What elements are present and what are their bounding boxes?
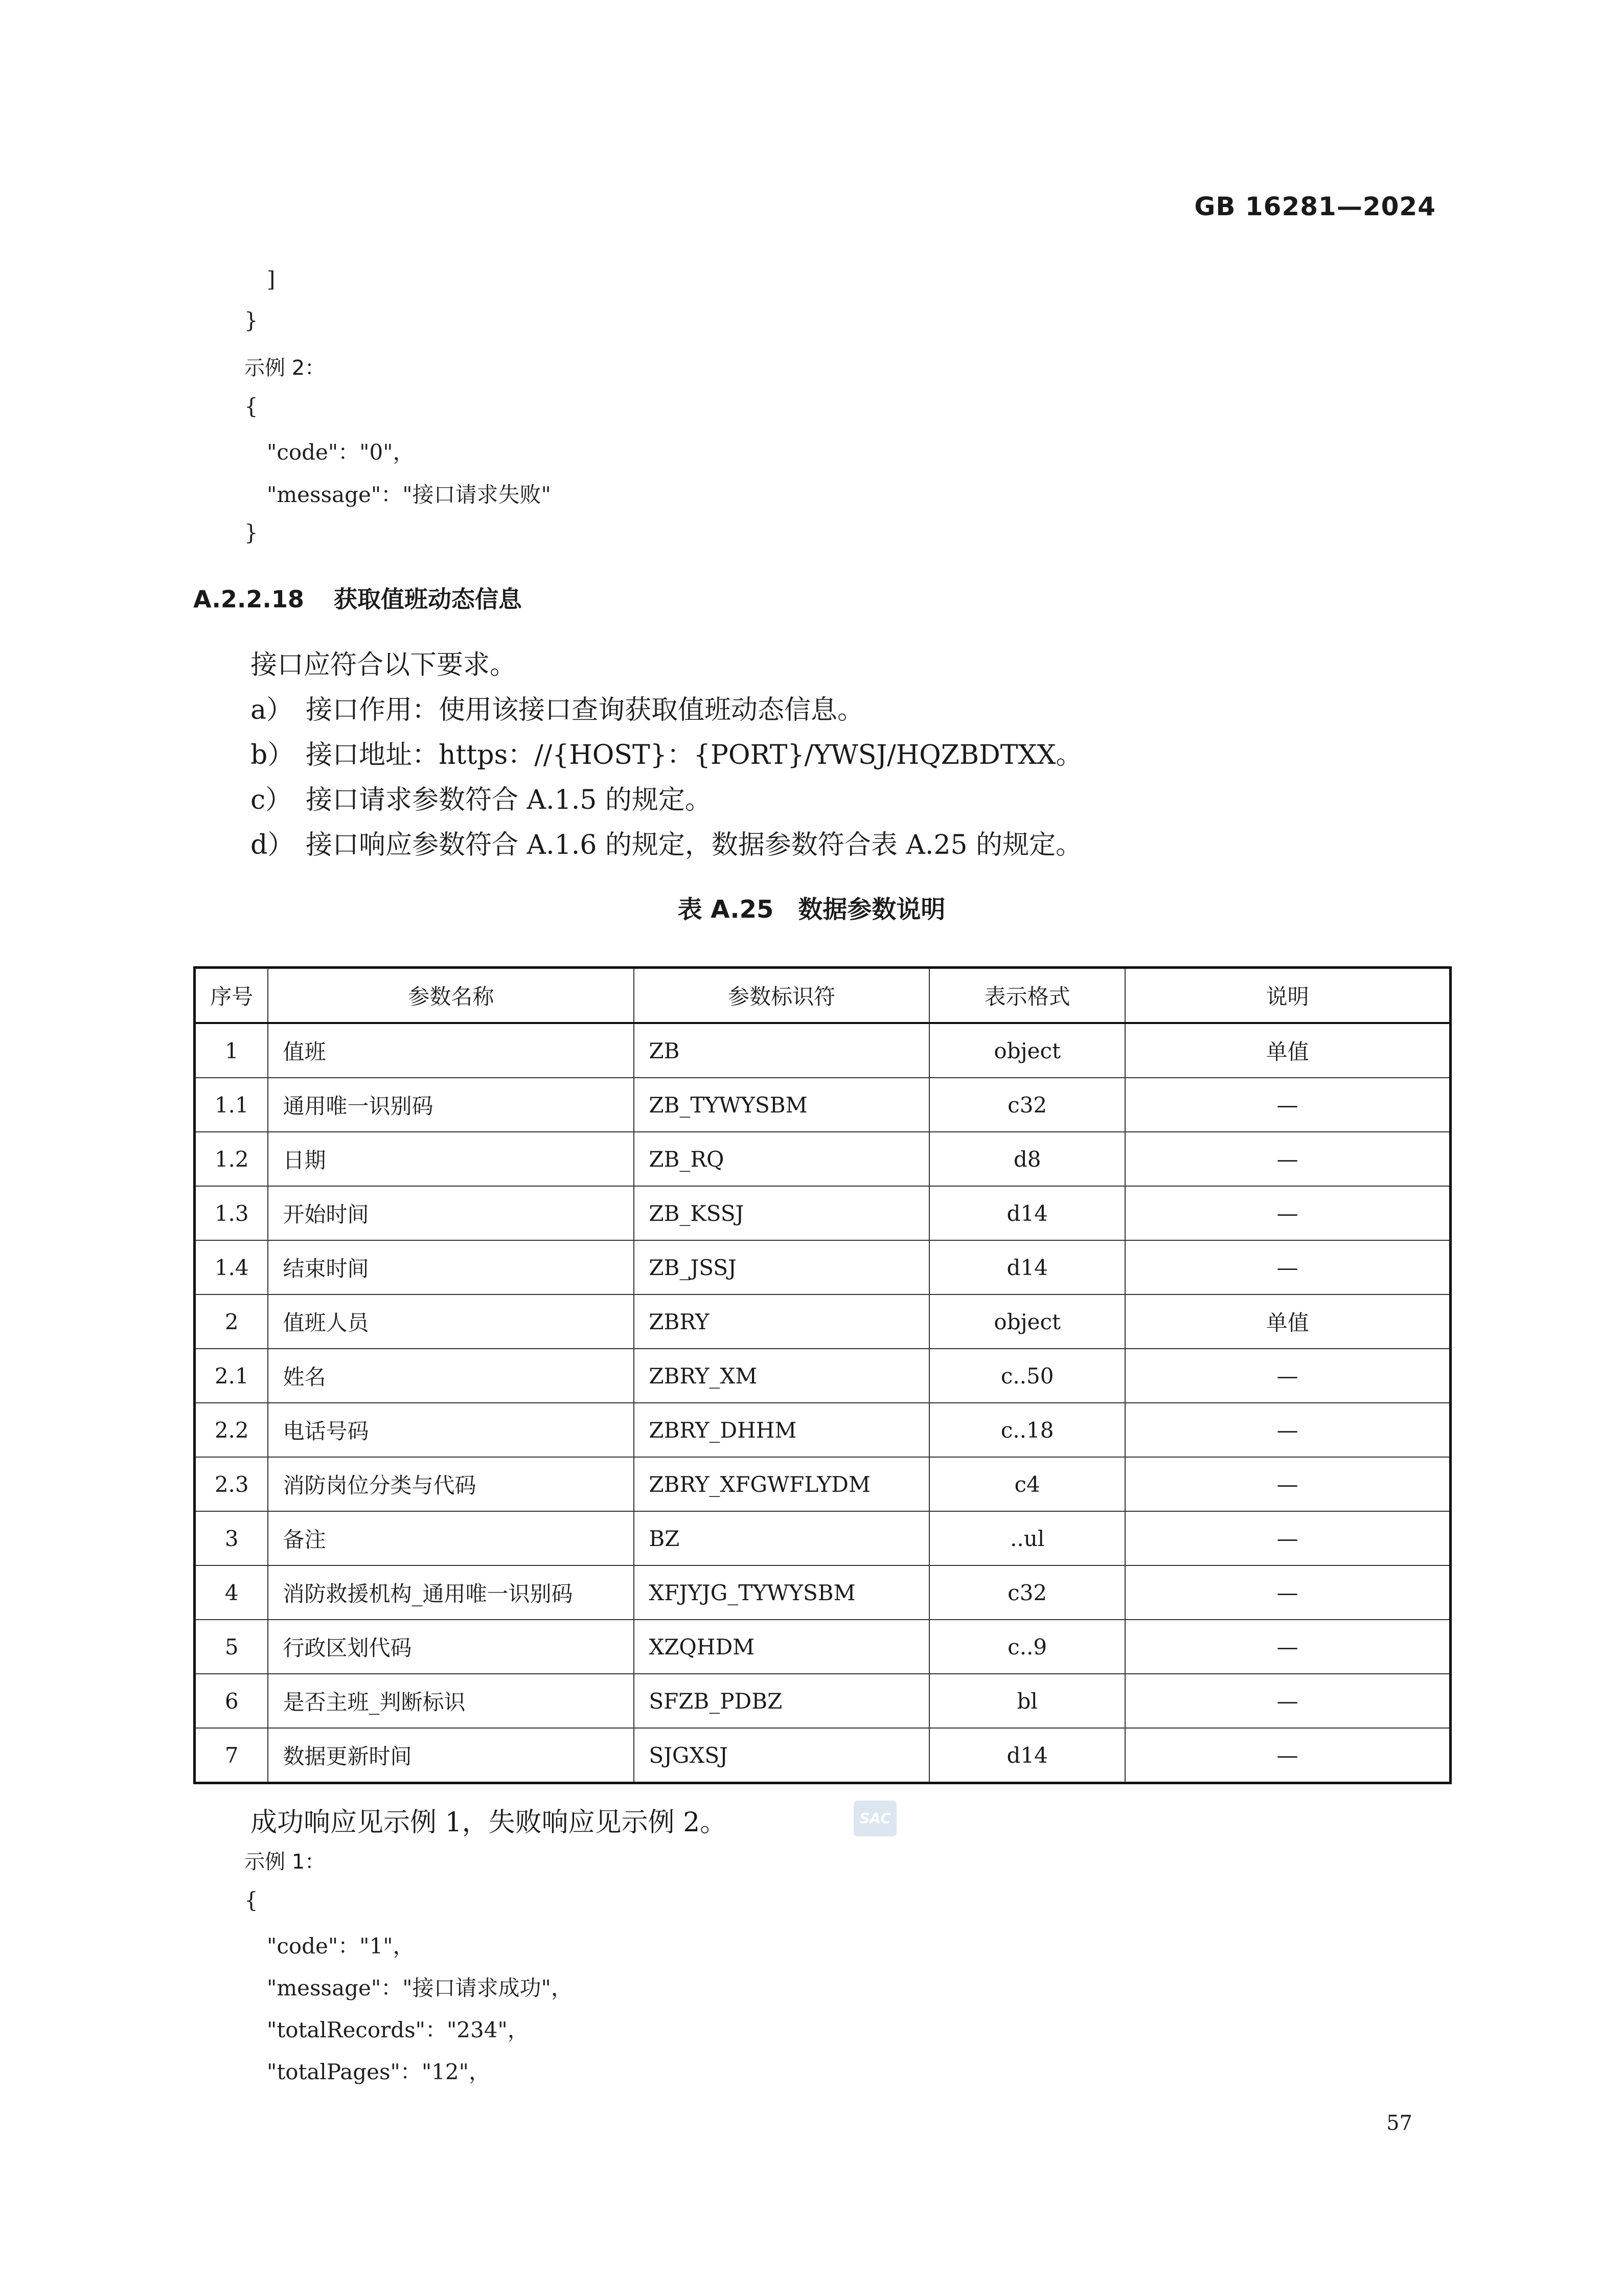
- requirement-text: 接口响应参数符合 A.1.6 的规定，数据参数符合表 A.25 的规定。: [306, 830, 1083, 860]
- cell-index: 1.1: [195, 1078, 268, 1132]
- cell-note: —: [1125, 1078, 1450, 1132]
- example1-line: "code"："1"，: [267, 1934, 415, 1959]
- requirement-item: [250, 688, 864, 726]
- intro-paragraph: 接口应符合以下要求。: [250, 650, 517, 680]
- cell-note: —: [1125, 1457, 1450, 1511]
- cell-identifier: SFZB_PDBZ: [634, 1674, 929, 1728]
- cell-name: 行政区划代码: [268, 1620, 634, 1674]
- cell-name: 通用唯一识别码: [268, 1078, 634, 1132]
- cell-index: 1.4: [195, 1240, 268, 1294]
- code-brace-close: }: [244, 308, 258, 333]
- cell-note: —: [1125, 1349, 1450, 1403]
- requirement-text: 接口作用：使用该接口查询获取值班动态信息。: [306, 695, 864, 725]
- requirement-item: [250, 823, 1082, 861]
- cell-index: 1.3: [195, 1186, 268, 1240]
- table-row: [195, 1457, 1451, 1511]
- table-row: [195, 1294, 1451, 1349]
- cell-index: 1: [195, 1023, 268, 1078]
- header-cell-name: 参数名称: [268, 968, 634, 1024]
- example1-line: "totalRecords"："234"，: [267, 2017, 529, 2042]
- cell-name: 数据更新时间: [268, 1728, 634, 1783]
- list-marker: d）: [250, 830, 294, 860]
- cell-identifier: ZB_TYWYSBM: [634, 1078, 929, 1132]
- cell-index: 4: [195, 1565, 268, 1620]
- example1-line: "totalPages"："12"，: [267, 2059, 490, 2084]
- cell-identifier: ZB_RQ: [634, 1132, 929, 1186]
- cell-identifier: ZBRY_XM: [634, 1349, 929, 1403]
- cell-index: 2.3: [195, 1457, 268, 1511]
- cell-format: object: [929, 1294, 1125, 1349]
- cell-format: c..9: [929, 1620, 1125, 1674]
- header-cell-index: 序号: [195, 968, 268, 1024]
- section-title: 获取值班动态信息: [333, 585, 522, 613]
- table-row: [195, 1620, 1451, 1674]
- example2-line: "code"："0"，: [267, 440, 415, 465]
- data-parameter-table: [193, 966, 1452, 1784]
- cell-index: 3: [195, 1511, 268, 1565]
- table-caption: 表 A.25 数据参数说明: [677, 895, 946, 924]
- cell-name: 日期: [268, 1132, 634, 1186]
- cell-name: 结束时间: [268, 1240, 634, 1294]
- cell-name: 电话号码: [268, 1403, 634, 1457]
- cell-note: —: [1125, 1403, 1450, 1457]
- standard-number: GB 16281—2024: [1194, 192, 1436, 221]
- cell-note: —: [1125, 1240, 1450, 1294]
- example1-line: {: [244, 1888, 258, 1913]
- cell-name: 值班人员: [268, 1294, 634, 1349]
- cell-identifier: XFJYJG_TYWYSBM: [634, 1565, 929, 1620]
- table-row: [195, 1186, 1451, 1240]
- cell-format: ..ul: [929, 1511, 1125, 1565]
- cell-format: c32: [929, 1565, 1125, 1620]
- cell-identifier: ZBRY_XFGWFLYDM: [634, 1457, 929, 1511]
- cell-name: 是否主班_判断标识: [268, 1674, 634, 1728]
- cell-identifier: ZB: [634, 1023, 929, 1078]
- cell-identifier: ZB_KSSJ: [634, 1186, 929, 1240]
- header-cell-note: 说明: [1125, 968, 1450, 1024]
- example1-label: 示例 1：: [244, 1850, 326, 1874]
- list-marker: a）: [250, 695, 293, 725]
- cell-identifier: XZQHDM: [634, 1620, 929, 1674]
- section-heading: [193, 581, 522, 615]
- requirement-text: 接口请求参数符合 A.1.5 的规定。: [306, 785, 712, 815]
- table-row: [195, 1240, 1451, 1294]
- cell-note: —: [1125, 1511, 1450, 1565]
- cell-format: c4: [929, 1457, 1125, 1511]
- cell-index: 1.2: [195, 1132, 268, 1186]
- table-row: [195, 1349, 1451, 1403]
- cell-format: d8: [929, 1132, 1125, 1186]
- cell-index: 5: [195, 1620, 268, 1674]
- cell-name: 消防岗位分类与代码: [268, 1457, 634, 1511]
- sac-watermark-logo: SAC: [854, 1801, 897, 1836]
- cell-name: 消防救援机构_通用唯一识别码: [268, 1565, 634, 1620]
- list-marker: c）: [250, 785, 292, 815]
- example2-label: 示例 2：: [244, 356, 326, 380]
- list-marker: b）: [250, 740, 294, 770]
- cell-name: 姓名: [268, 1349, 634, 1403]
- cell-format: d14: [929, 1728, 1125, 1783]
- table-row: [195, 1023, 1451, 1078]
- requirement-item: [250, 733, 1082, 771]
- cell-note: —: [1125, 1620, 1450, 1674]
- table-row: [195, 1674, 1451, 1728]
- header-cell-format: 表示格式: [929, 968, 1125, 1024]
- cell-note: —: [1125, 1565, 1450, 1620]
- cell-identifier: ZB_JSSJ: [634, 1240, 929, 1294]
- cell-index: 2: [195, 1294, 268, 1349]
- cell-name: 备注: [268, 1511, 634, 1565]
- cell-note: 单值: [1125, 1023, 1450, 1078]
- code-bracket-close: ]: [267, 267, 276, 292]
- cell-identifier: ZBRY_DHHM: [634, 1403, 929, 1457]
- cell-note: —: [1125, 1674, 1450, 1728]
- cell-format: object: [929, 1023, 1125, 1078]
- example2-line: }: [244, 520, 258, 545]
- cell-format: c..18: [929, 1403, 1125, 1457]
- table-row: [195, 1728, 1451, 1783]
- cell-index: 2.2: [195, 1403, 268, 1457]
- cell-index: 2.1: [195, 1349, 268, 1403]
- cell-identifier: BZ: [634, 1511, 929, 1565]
- cell-identifier: SJGXSJ: [634, 1728, 929, 1783]
- table-row: [195, 1403, 1451, 1457]
- cell-format: d14: [929, 1186, 1125, 1240]
- cell-format: c..50: [929, 1349, 1125, 1403]
- cell-name: 开始时间: [268, 1186, 634, 1240]
- section-number: A.2.2.18: [193, 585, 304, 613]
- table-header-row: [195, 968, 1451, 1024]
- cell-format: d14: [929, 1240, 1125, 1294]
- cell-format: bl: [929, 1674, 1125, 1728]
- response-note: 成功响应见示例 1，失败响应见示例 2。: [250, 1807, 727, 1838]
- cell-name: 值班: [268, 1023, 634, 1078]
- cell-note: 单值: [1125, 1294, 1450, 1349]
- example1-line: "message"："接口请求成功"，: [267, 1975, 573, 2001]
- cell-note: —: [1125, 1132, 1450, 1186]
- table-row: [195, 1078, 1451, 1132]
- requirement-item: [250, 778, 712, 816]
- cell-index: 7: [195, 1728, 268, 1783]
- cell-note: —: [1125, 1186, 1450, 1240]
- page-number: 57: [1386, 2111, 1412, 2135]
- header-cell-identifier: 参数标识符: [634, 968, 929, 1024]
- cell-format: c32: [929, 1078, 1125, 1132]
- cell-index: 6: [195, 1674, 268, 1728]
- cell-identifier: ZBRY: [634, 1294, 929, 1349]
- table-row: [195, 1132, 1451, 1186]
- requirement-text: 接口地址：https：//{HOST}：{PORT}/YWSJ/HQZBDTXX。: [306, 740, 1083, 770]
- example2-line: "message"："接口请求失败": [267, 482, 551, 507]
- cell-note: —: [1125, 1728, 1450, 1783]
- example2-line: {: [244, 394, 258, 419]
- table-row: [195, 1511, 1451, 1565]
- table-row: [195, 1565, 1451, 1620]
